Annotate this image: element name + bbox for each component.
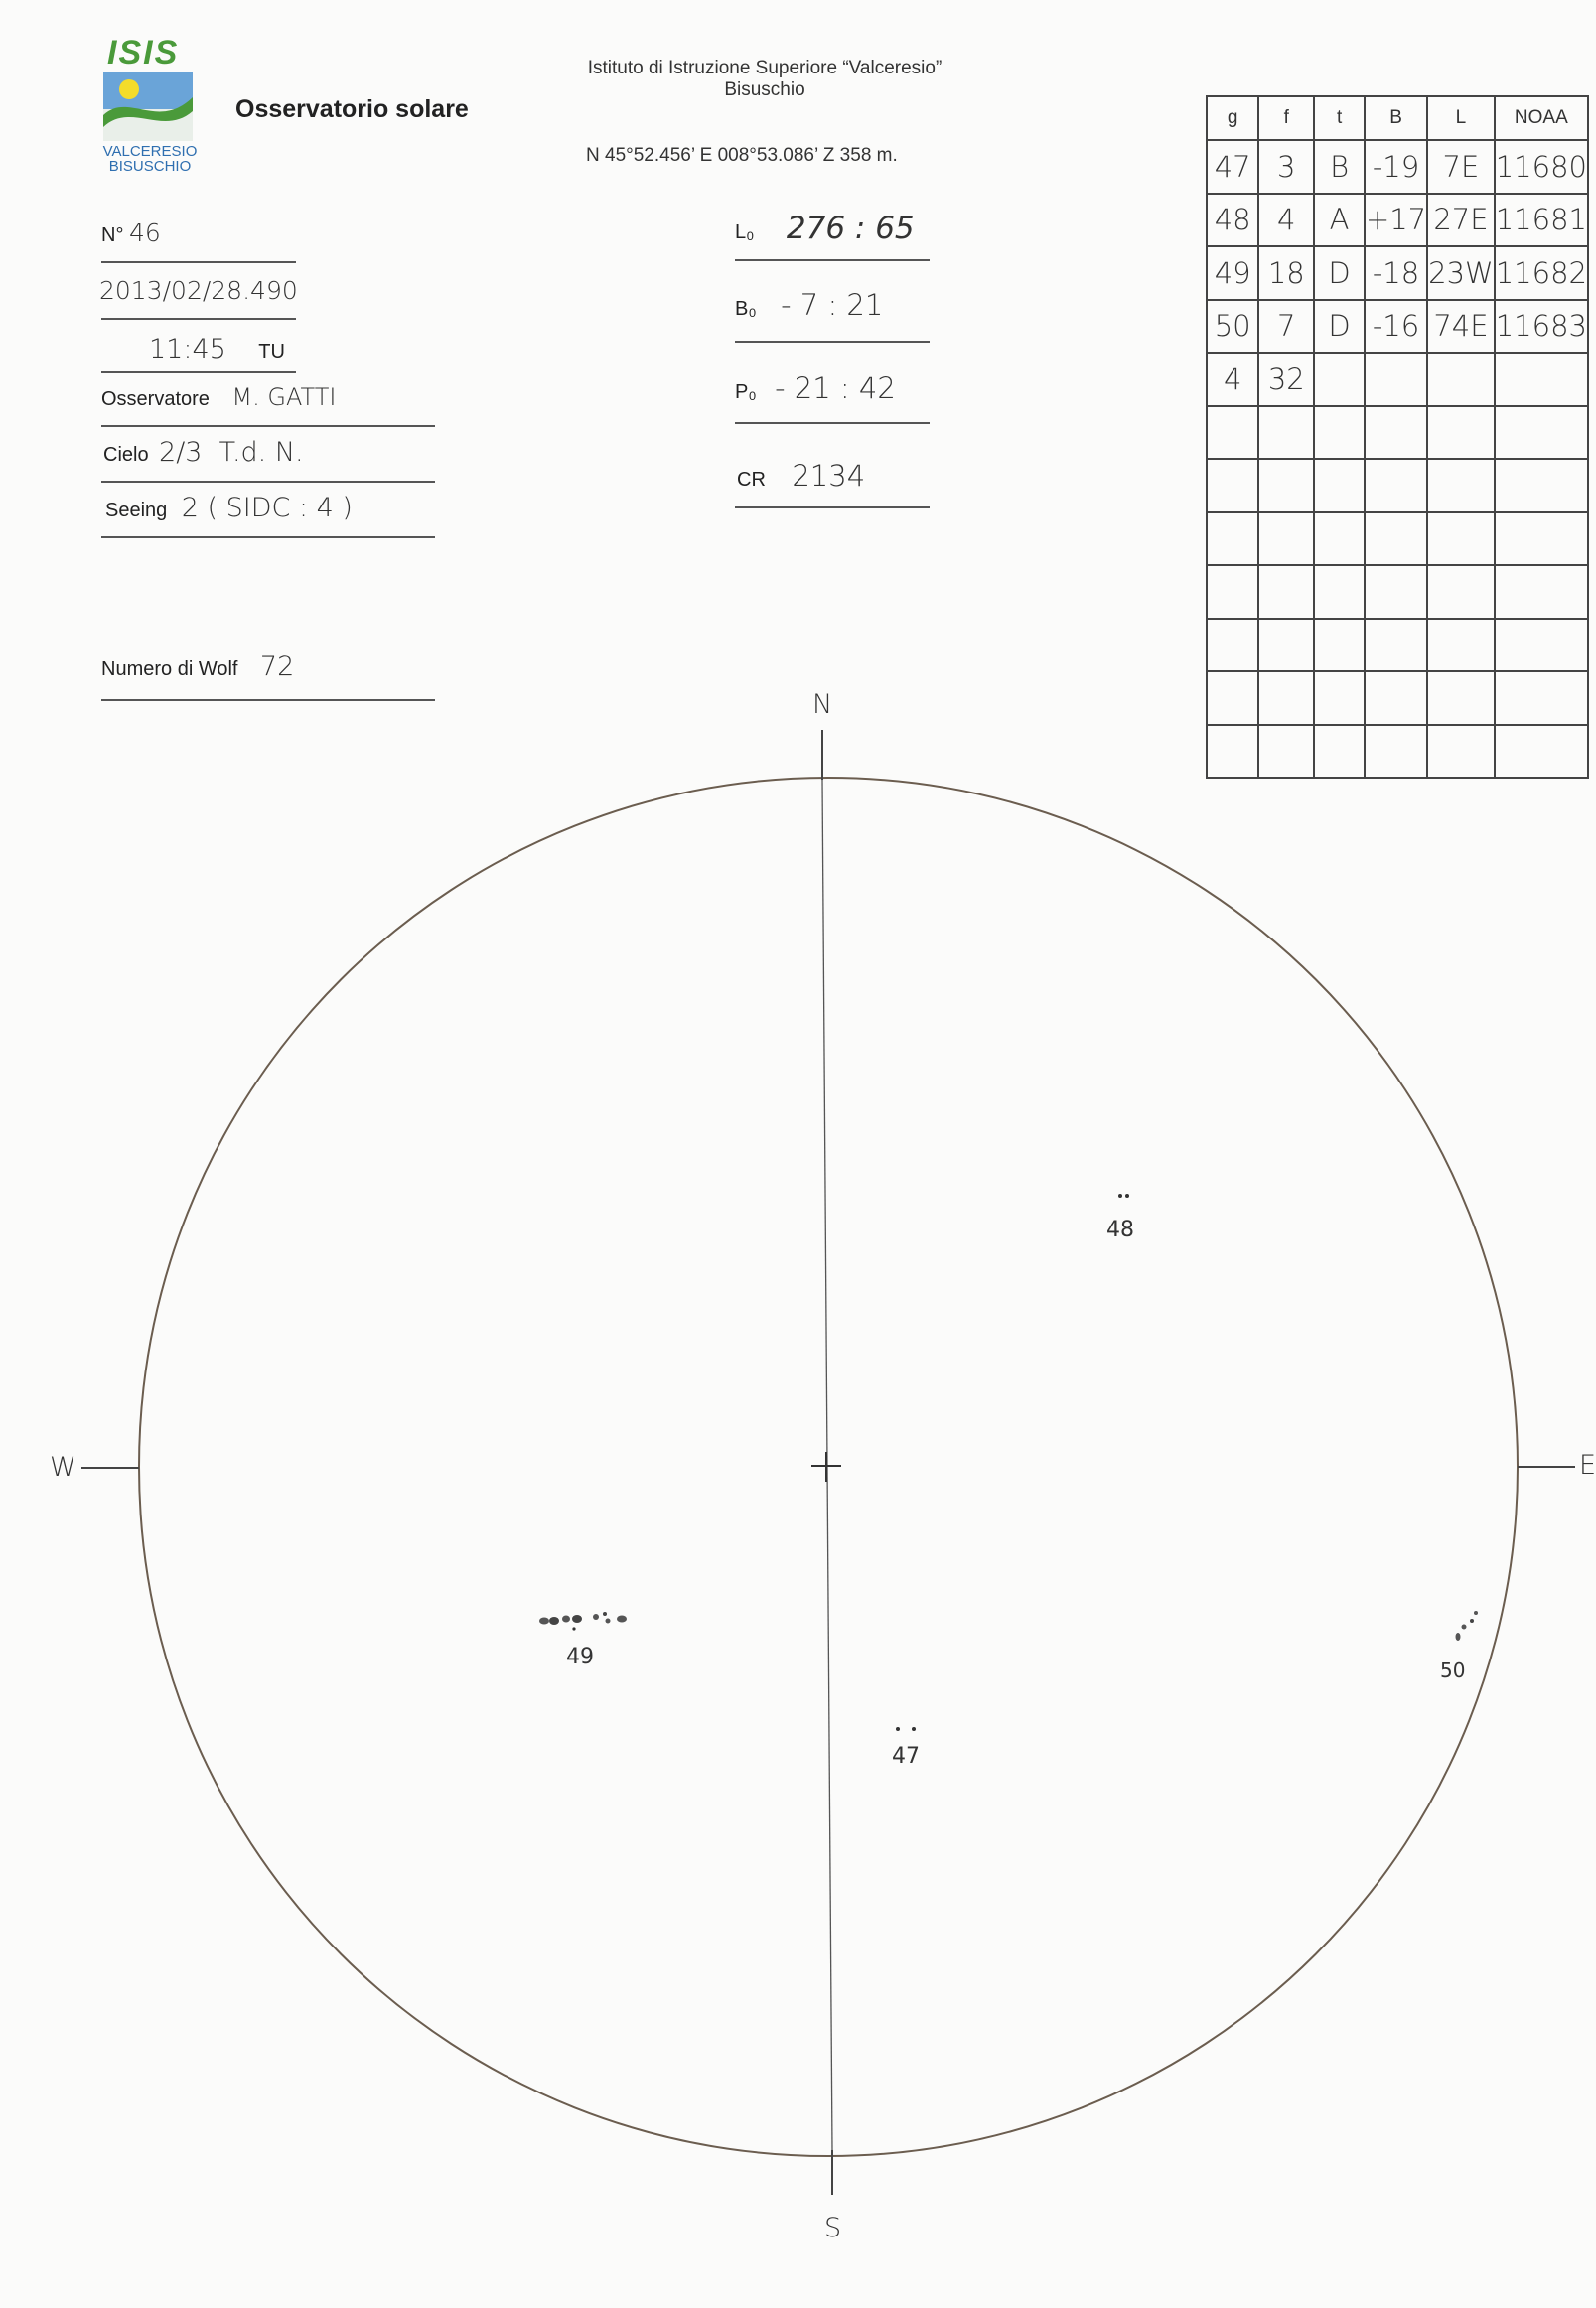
observatory-title: Osservatorio solare (235, 95, 469, 123)
sunspot (603, 1612, 607, 1616)
table-cell: -19 (1365, 140, 1427, 194)
group-label-48: 48 (1106, 1218, 1134, 1242)
table-cell: 4 (1207, 353, 1258, 406)
sunspot (606, 1619, 611, 1624)
l0-field: L₀ 276 : 65 (735, 211, 915, 246)
table-cell: D (1314, 300, 1365, 354)
sunspot (1125, 1194, 1129, 1198)
sunspot (1456, 1633, 1461, 1641)
p0-field: P₀ - 21 : 42 (735, 371, 896, 405)
sunspot (593, 1614, 599, 1620)
sunspot (572, 1615, 582, 1623)
b0-field: B₀ - 7 : 21 (735, 288, 884, 322)
sunspot (1474, 1611, 1478, 1615)
logo-mark: ISIS (107, 34, 180, 72)
sunspot (572, 1627, 575, 1630)
table-cell: +17 (1365, 194, 1427, 247)
table-cell: 49 (1207, 246, 1258, 300)
east-label: E (1579, 1450, 1596, 1481)
header-g: g (1207, 96, 1258, 140)
sunspot (617, 1616, 627, 1623)
institute-header: Istituto di Istruzione Superiore “Valceresio” Bisuschio (587, 58, 943, 100)
sunspot (549, 1617, 559, 1625)
seeing-field: Seeing 2 ( SIDC : 4 ) (105, 493, 353, 523)
station-coordinates: N 45°52.456’ E 008°53.086’ Z 358 m. (586, 145, 898, 166)
table-cell: 74E (1427, 300, 1495, 354)
sunspot (562, 1616, 570, 1623)
table-cell: B (1314, 140, 1365, 194)
time-field: 11:45 TU (149, 334, 285, 364)
sunspot (912, 1727, 916, 1731)
group-label-50: 50 (1440, 1659, 1466, 1682)
sunspot (1470, 1619, 1474, 1623)
date-value: 2013/02/28.490 (99, 276, 298, 305)
header-f: f (1258, 96, 1314, 140)
table-cell: 7 (1258, 300, 1314, 354)
wolf-number-field: Numero di Wolf 72 (101, 651, 295, 682)
table-cell: 11683 (1495, 300, 1588, 354)
table-cell: 11681 (1495, 194, 1588, 247)
table-cell: 32 (1258, 353, 1314, 406)
observer-field: Osservatore M. GATTI (101, 383, 337, 411)
table-cell: 3 (1258, 140, 1314, 194)
sky-field: Cielo 2/3 T.d. N. (103, 437, 304, 468)
table-cell: 7E (1427, 140, 1495, 194)
logo-subtitle: VALCERESIO BISUSCHIO (102, 143, 198, 175)
table-cell: 11680 (1495, 140, 1588, 194)
table-cell: 50 (1207, 300, 1258, 354)
table-cell: 18 (1258, 246, 1314, 300)
sunspot (1118, 1194, 1122, 1198)
table-cell: A (1314, 194, 1365, 247)
header-l: L (1427, 96, 1495, 140)
table-cell: 11682 (1495, 246, 1588, 300)
cr-field: CR 2134 (737, 459, 866, 493)
table-cell: 23W (1427, 246, 1495, 300)
sunspot (539, 1618, 549, 1625)
group-label-49: 49 (566, 1645, 594, 1669)
header-t: t (1314, 96, 1365, 140)
table-cell: 48 (1207, 194, 1258, 247)
south-label: S (824, 2213, 842, 2243)
table-cell: -18 (1365, 246, 1427, 300)
table-cell: 27E (1427, 194, 1495, 247)
table-cell: 4 (1258, 194, 1314, 247)
number-field: N° 46 (101, 218, 161, 247)
table-cell: D (1314, 246, 1365, 300)
table-cell: -16 (1365, 300, 1427, 354)
header-noaa: NOAA (1495, 96, 1588, 140)
table-cell: 47 (1207, 140, 1258, 194)
group-label-47: 47 (892, 1744, 920, 1769)
north-label: N (812, 689, 833, 720)
west-label: W (50, 1452, 76, 1483)
sunspot (1462, 1625, 1467, 1630)
header-b: B (1365, 96, 1427, 140)
sunspot (896, 1727, 900, 1731)
